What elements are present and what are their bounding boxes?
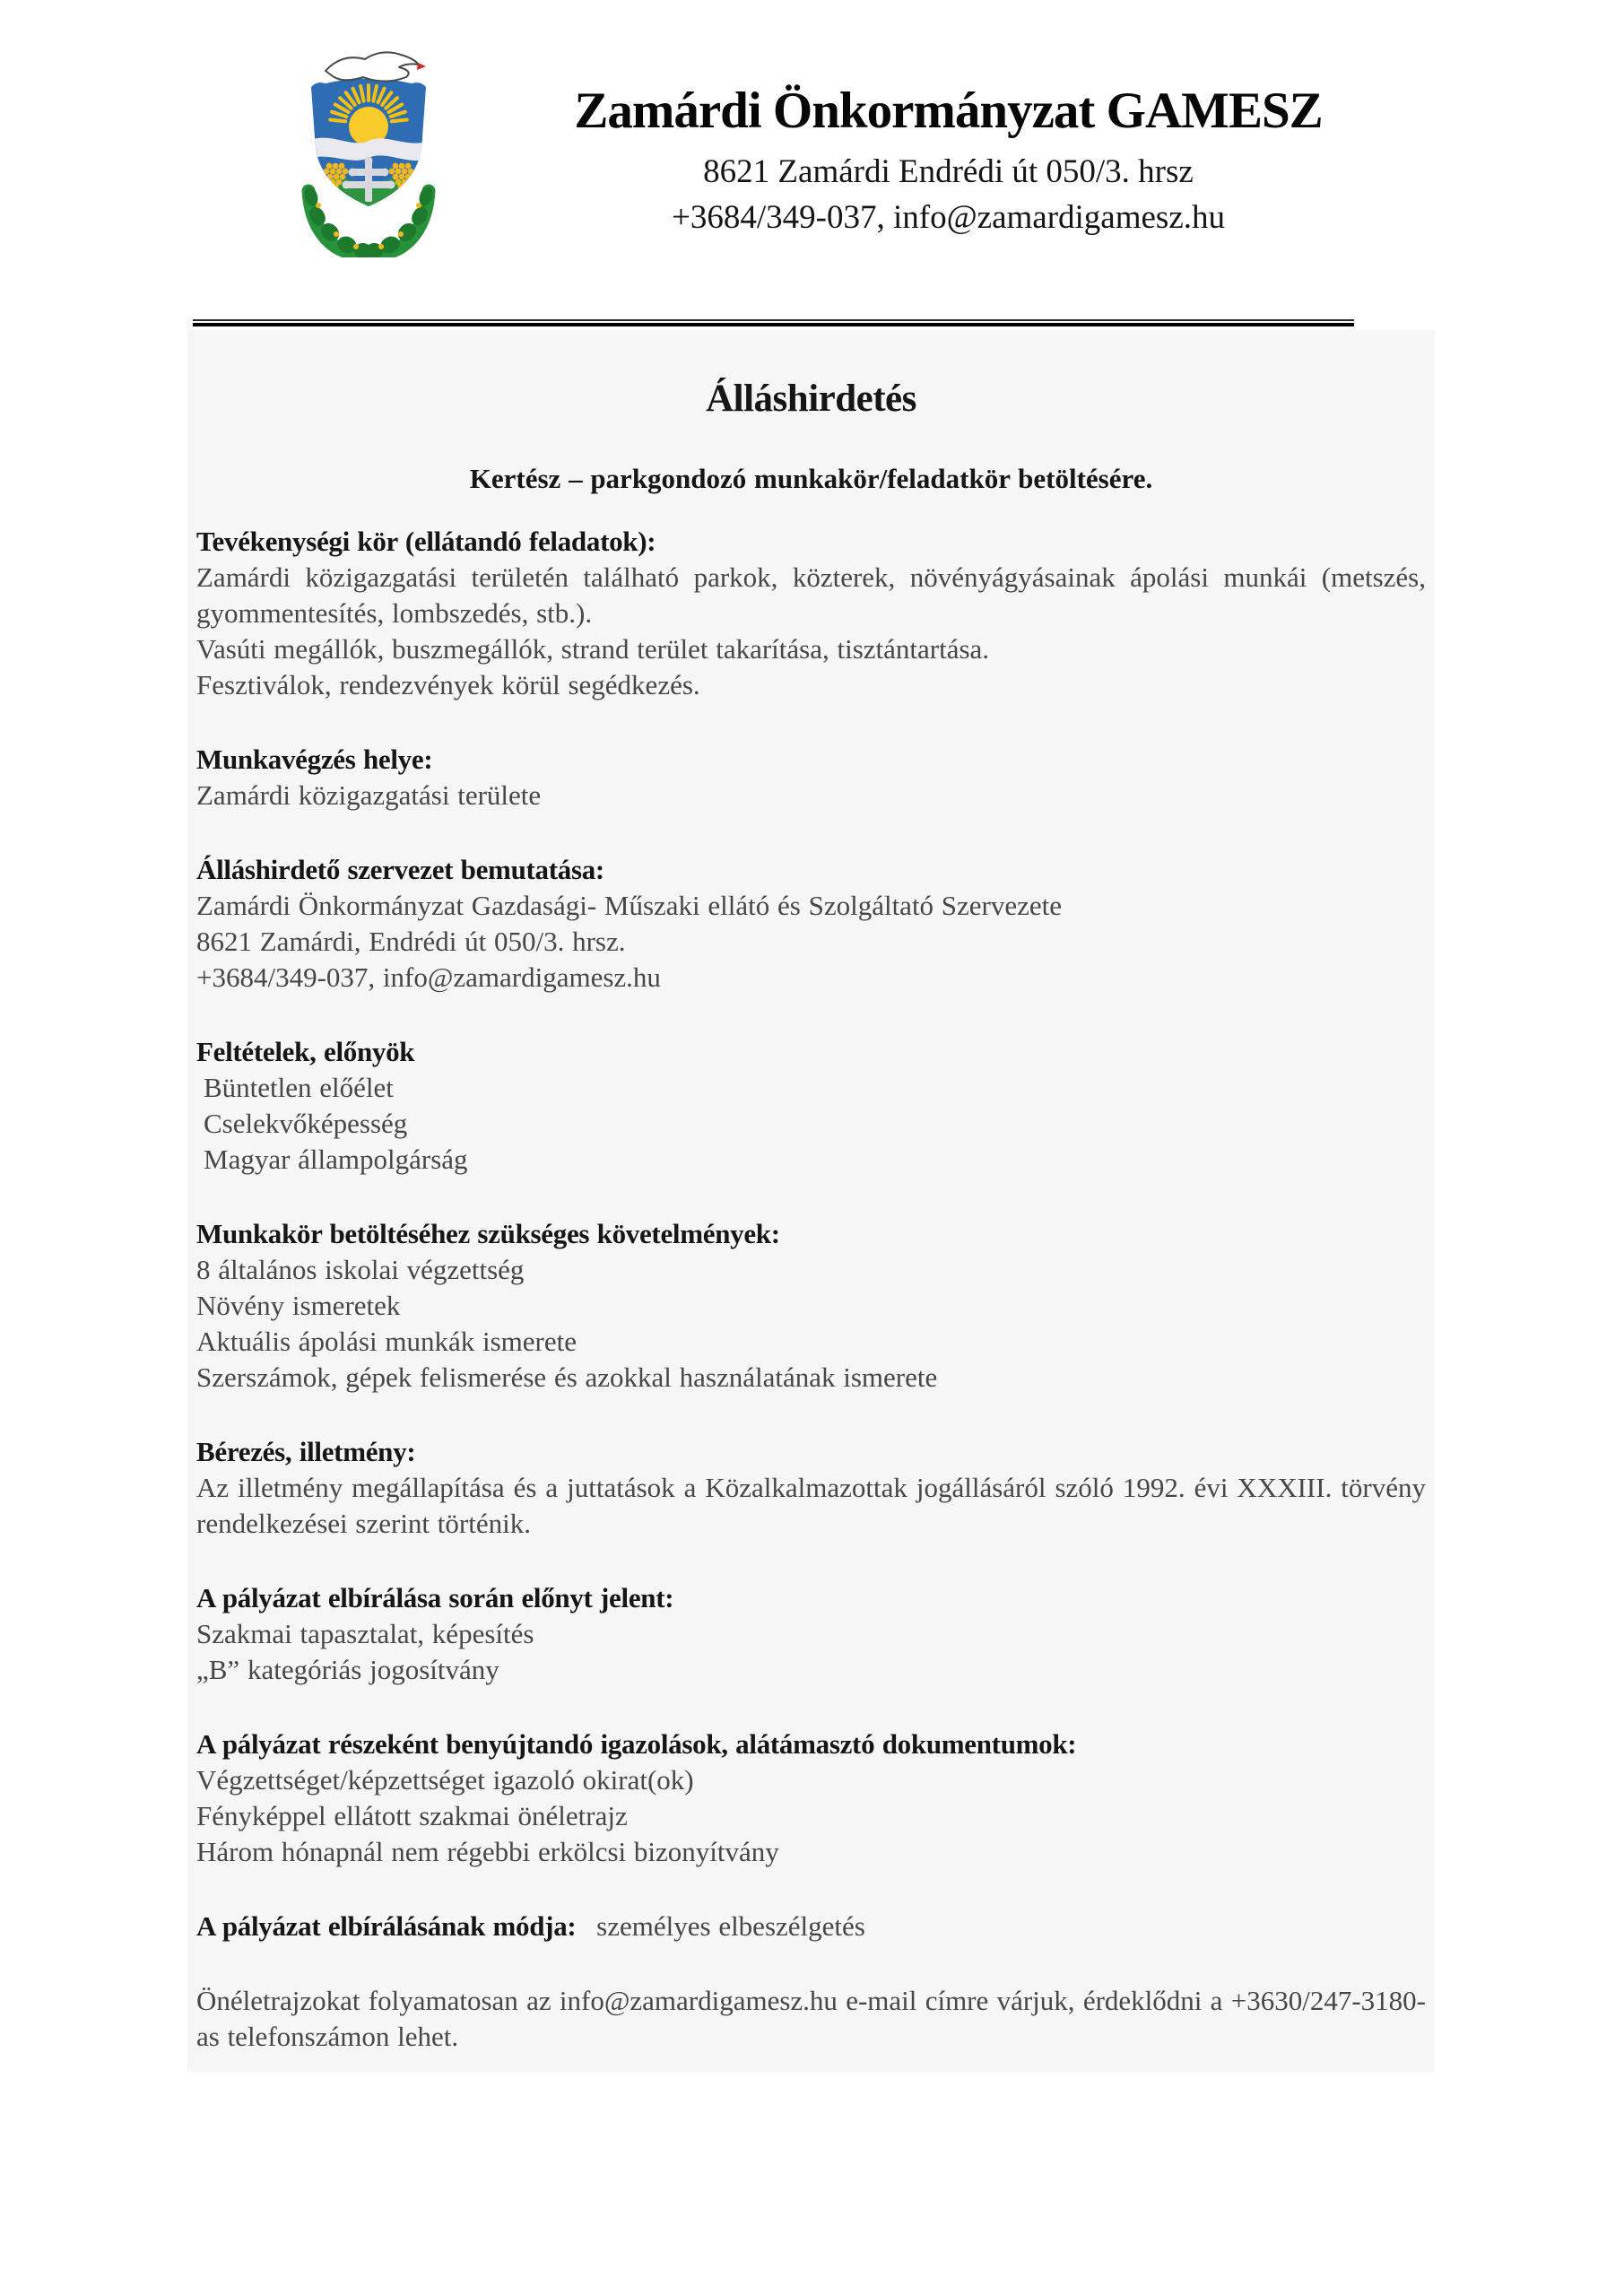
section-heading: A pályázat elbírálása során előnyt jelent: [196,1582,674,1613]
section-line: Végzettséget/képzettséget igazoló okirat(ok) [196,1764,694,1796]
section-heading: Tevékenységi kör (ellátandó feladatok): [196,526,656,557]
section-line: Zamárdi közigazgatási területén található parkok, közterek, növényágyásainak ápolási munkái (metszés, gyommentesítés, lombszedés, stb.). [196,561,1426,629]
section-line: Három hónapnál nem régebbi erkölcsi bizonyítvány [196,1836,779,1867]
coat-of-arms-logo [299,48,439,257]
section-line: Vasúti megállók, buszmegállók, strand terület takarítása, tisztántartása. [196,633,990,665]
section-line: Zamárdi közigazgatási területe [196,779,542,811]
section-heading: Feltételek, előnyök [196,1036,415,1067]
section-heading: A pályázat részeként benyújtandó igazolások, alátámasztó dokumentumok: [196,1728,1077,1760]
page-subtitle: Kertész – parkgondozó munkakör/feladatkör betöltésére. [469,463,1153,494]
section-heading: A pályázat elbírálásának módja: [196,1910,577,1942]
section-line: Szerszámok, gépek felismerése és azokkal használatának ismerete [196,1361,938,1393]
closing-paragraph: Önéletrajzokat folyamatosan az info@zamardigamesz.hu e-mail címre várjuk, érdeklődni a +3630/247-3180-as telefonszámon lehet. [196,1985,1426,2052]
section-documents [196,1726,1426,1870]
section-conditions [196,1034,1426,1178]
section-heading: Álláshirdető szervezet bemutatása: [196,854,604,885]
section-line: Aktuális ápolási munkák ismerete [196,1326,577,1357]
section-line: Zamárdi Önkormányzat Gazdasági- Műszaki ellátó és Szolgáltató Szervezete [196,890,1063,921]
org-address: 8621 Zamárdi Endrédi út 050/3. hrsz [703,153,1194,190]
section-line: Szakmai tapasztalat, képesítés [196,1618,534,1649]
section-advantages [196,1580,1426,1688]
section-tasks [196,524,1426,703]
section-line: Büntetlen előélet [204,1072,394,1103]
letterhead [457,83,1439,240]
section-line: 8 általános iskolai végzettség [196,1254,525,1285]
org-name: Zamárdi Önkormányzat GAMESZ [574,83,1323,139]
section-salary [196,1434,1426,1542]
section-line: +3684/349-037, info@zamardigamesz.hu [196,961,661,993]
section-heading: Munkakör betöltéséhez szükséges követelmények: [196,1218,780,1249]
content-panel [187,330,1435,2072]
org-contact: +3684/349-037, info@zamardigamesz.hu [672,199,1225,236]
section-workplace [196,742,1426,813]
header-divider [193,319,1354,326]
section-requirements [196,1216,1426,1396]
section-heading: Bérezés, illetmény: [196,1436,416,1467]
page-title: Álláshirdetés [706,378,916,420]
section-line: Az illetmény megállapítása és a juttatások a Közalkalmazottak jogállásáról szóló 1992. évi XXXIII. törvény rendelkezései szerint történik. [196,1472,1426,1539]
section-line: „B” kategóriás jogosítvány [196,1654,499,1685]
section-organization [196,852,1426,996]
section-line: Magyar állampolgárság [204,1144,468,1175]
section-line: Növény ismeretek [196,1290,401,1321]
section-line: Fényképpel ellátott szakmai önéletrajz [196,1800,628,1831]
section-line: 8621 Zamárdi, Endrédi út 050/3. hrsz. [196,926,626,957]
dove-icon [326,52,426,81]
section-line: Cselekvőképesség [204,1108,408,1139]
section-heading: Munkavégzés helye: [196,744,433,775]
section-line: Fesztiválok, rendezvények körül segédkezés. [196,669,700,700]
section-evaluation-method [196,1909,1426,1944]
section-value: személyes elbeszélgetés [596,1910,865,1942]
